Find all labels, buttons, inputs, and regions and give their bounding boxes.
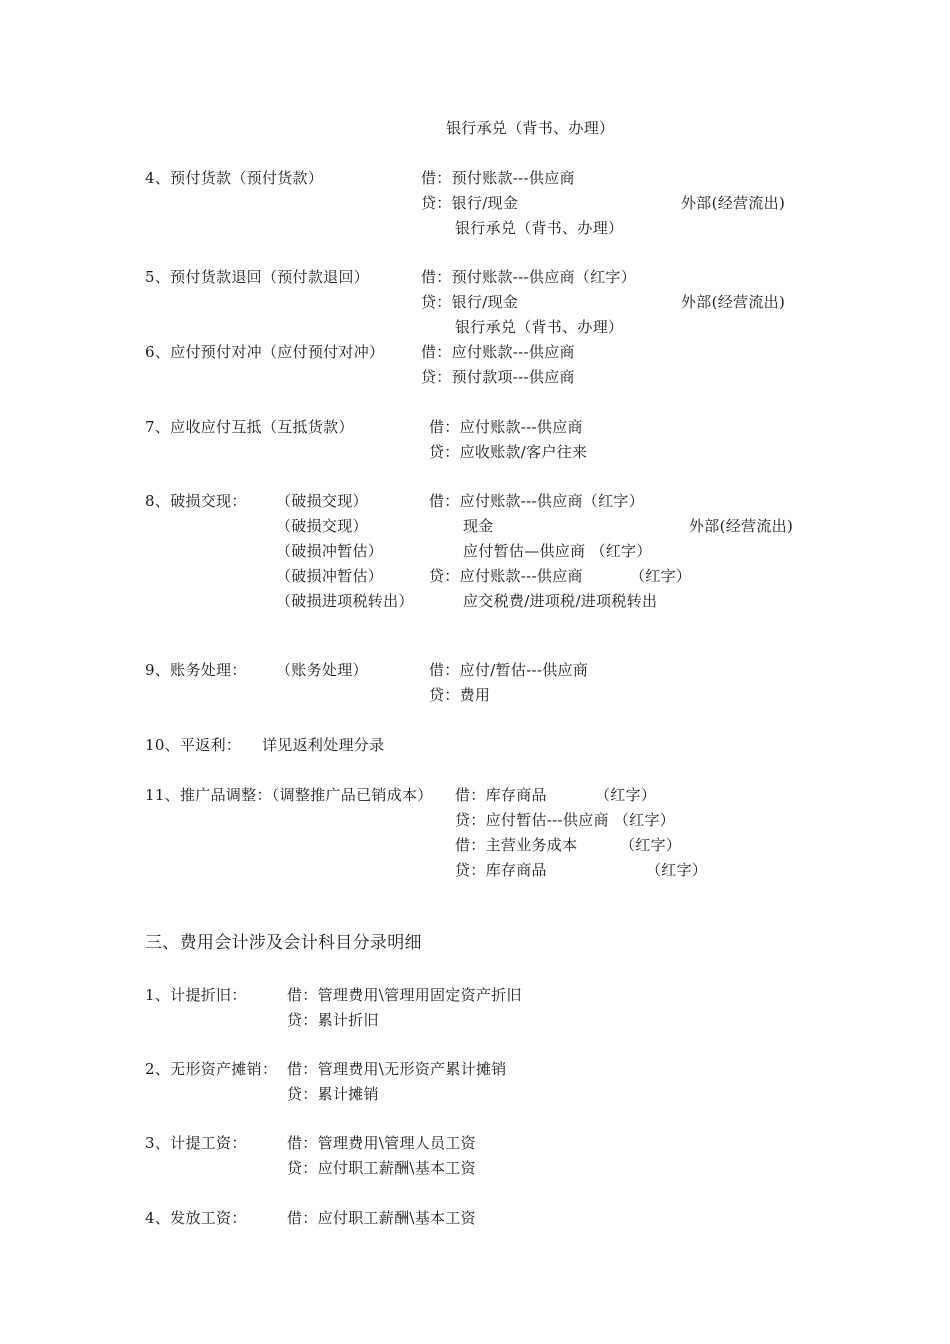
fee-4-debit: 借：应付职工薪酬\基本工资	[287, 1209, 476, 1227]
entry-8-sub-5: （破损进项税转出）	[276, 592, 414, 610]
entry-8-sub-4: （破损冲暂估）	[276, 567, 384, 585]
entry-7-debit: 借：应付账款---供应商	[429, 418, 583, 436]
entry-9-sub: （账务处理）	[276, 661, 368, 679]
fee-2-credit: 贷：累计摊销	[287, 1085, 379, 1103]
fee-2-debit: 借：管理费用\无形资产累计摊销	[287, 1060, 507, 1078]
entry-9-credit: 贷：费用	[429, 686, 491, 704]
entry-11-line-1: 借：库存商品	[455, 786, 547, 804]
entry-11-line-4: 贷：库存商品	[455, 861, 547, 879]
entry-8-line-4-red: （红字）	[630, 567, 692, 585]
fee-1-credit: 贷：累计折旧	[287, 1011, 379, 1029]
entry-4-external: 外部(经营流出)	[681, 194, 786, 212]
entry-5-credit-2: 银行承兑（背书、办理）	[455, 318, 624, 336]
fee-3-label: 3、计提工资：	[145, 1134, 247, 1152]
fee-3-debit: 借：管理费用\管理人员工资	[287, 1134, 476, 1152]
entry-10-label: 10、平返利：	[145, 736, 242, 754]
entry-8-external: 外部(经营流出)	[689, 517, 794, 535]
entry-7-credit: 贷：应收账款/客户往来	[429, 443, 588, 461]
entry-4-credit-2: 银行承兑（背书、办理）	[455, 219, 624, 237]
entry-11-line-1-red: （红字）	[595, 786, 657, 804]
entry-8-sub-1: （破损交现）	[276, 492, 368, 510]
entry-8-sub-3: （破损冲暂估）	[276, 542, 384, 560]
entry-11-label: 11、推广品调整：（调整推广品已销成本）	[145, 786, 433, 804]
entry-6-credit: 贷：预付款项---供应商	[421, 368, 575, 386]
entry-6-debit: 借：应付账款---供应商	[421, 343, 575, 361]
entry-11-line-2: 贷：应付暂估---供应商 （红字）	[455, 811, 676, 829]
fee-1-debit: 借：管理费用\管理用固定资产折旧	[287, 986, 522, 1004]
entry-6-label: 6、应付预付对冲（应付预付对冲）	[145, 343, 385, 361]
entry-11-line-4-red: （红字）	[646, 861, 708, 879]
fee-1-label: 1、计提折旧：	[145, 986, 247, 1004]
entry-10-text: 详见返利处理分录	[262, 736, 385, 754]
entry-9-debit: 借：应付/暂估---供应商	[429, 661, 589, 679]
section-3-title: 三、费用会计涉及会计科目分录明细	[145, 933, 422, 953]
entry-4-credit: 贷：银行/现金	[421, 194, 519, 212]
entry-5-external: 外部(经营流出)	[681, 293, 786, 311]
entry-4-debit: 借：预付账款---供应商	[421, 169, 575, 187]
entry-8-label: 8、破损交现：	[145, 492, 247, 510]
entry-7-label: 7、应收应付互抵（互抵货款）	[145, 418, 354, 436]
fee-3-credit: 贷：应付职工薪酬\基本工资	[287, 1159, 476, 1177]
entry-8-line-5: 应交税费/进项税/进项税转出	[463, 592, 658, 610]
entry-8-line-3: 应付暂估—供应商 （红字）	[463, 542, 652, 560]
fee-2-label: 2、无形资产摊销：	[145, 1060, 278, 1078]
entry-11-line-3: 借：主营业务成本	[455, 836, 578, 854]
bank-acceptance-line: 银行承兑（背书、办理）	[446, 119, 615, 137]
fee-4-label: 4、发放工资：	[145, 1209, 247, 1227]
entry-8-line-2: 现金	[463, 517, 494, 535]
entry-11-line-3-red: （红字）	[620, 836, 682, 854]
entry-5-label: 5、预付货款退回（预付款退回）	[145, 268, 370, 286]
entry-9-label: 9、账务处理：	[145, 661, 247, 679]
entry-8-sub-2: （破损交现）	[276, 517, 368, 535]
entry-5-credit: 贷：银行/现金	[421, 293, 519, 311]
entry-8-line-4: 贷：应付账款---供应商	[429, 567, 583, 585]
entry-8-line-1: 借：应付账款---供应商（红字）	[429, 492, 645, 510]
entry-4-label: 4、预付货款（预付货款）	[145, 169, 324, 187]
entry-5-debit: 借：预付账款---供应商（红字）	[421, 268, 637, 286]
